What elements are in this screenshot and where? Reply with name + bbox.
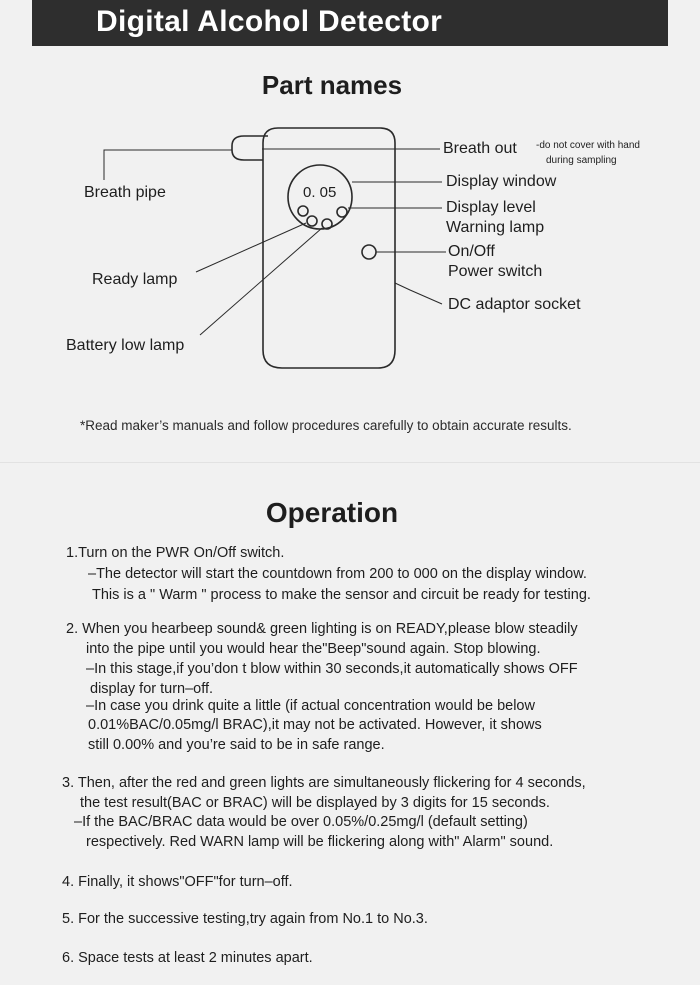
step-line: –If the BAC/BRAC data would be over 0.05%/0.25mg/l (default setting) xyxy=(74,814,528,830)
on-off-button xyxy=(362,245,376,259)
step-line: –In case you drink quite a little (if actual concentration would be below xyxy=(86,698,535,714)
step-line: still 0.00% and you’re said to be in safe range. xyxy=(88,737,385,753)
step-line: 0.01%BAC/0.05mg/l BRAC),it may not be activated. However, it shows xyxy=(88,717,542,733)
step-line: 6. Space tests at least 2 minutes apart. xyxy=(62,950,313,966)
label-on-off: On/Off xyxy=(448,243,495,260)
display-level-lamp xyxy=(298,206,308,216)
label-display-level: Display level xyxy=(446,199,536,216)
label-ready-lamp: Ready lamp xyxy=(92,271,178,288)
label-breath-out: Breath out xyxy=(443,140,517,157)
step-line: respectively. Red WARN lamp will be flickering along with" Alarm" sound. xyxy=(86,834,554,850)
manual-note: *Read maker’s manuals and follow procedures carefully to obtain accurate results. xyxy=(80,418,572,433)
step-line: –In this stage,if you’don t blow within 30 seconds,it automatically shows OFF xyxy=(86,661,578,677)
label-breath-pipe: Breath pipe xyxy=(84,184,166,201)
warning-lamp xyxy=(337,207,347,217)
step-line: 5. For the successive testing,try again from No.1 to No.3. xyxy=(62,911,428,927)
step-line: This is a " Warm " process to make the sensor and circuit be ready for testing. xyxy=(92,587,591,603)
label-breath-out-note-1: -do not cover with hand xyxy=(536,140,640,151)
step-line: display for turn–off. xyxy=(90,681,214,697)
step-line: into the pipe until you would hear the"Beep"sound again. Stop blowing. xyxy=(86,641,541,657)
step-line: –The detector will start the countdown from 200 to 000 on the display window. xyxy=(88,566,587,582)
step-line: 2. When you hearbeep sound& green lighting is on READY,please blow steadily xyxy=(66,621,578,637)
label-battery-low-lamp: Battery low lamp xyxy=(66,337,185,354)
step-line: 4. Finally, it shows"OFF"for turn–off. xyxy=(62,874,293,890)
label-power-switch: Power switch xyxy=(448,263,543,280)
ready-lamp xyxy=(307,216,317,226)
label-dc-adaptor-socket: DC adaptor socket xyxy=(448,296,581,313)
display-reading: 0. 05 xyxy=(303,184,337,201)
part-names-heading: Part names xyxy=(261,70,403,100)
page-title: Digital Alcohol Detector xyxy=(96,5,443,38)
label-breath-out-note-2: during sampling xyxy=(546,155,617,166)
label-warning-lamp: Warning lamp xyxy=(446,219,545,236)
step-line: 1.Turn on the PWR On/Off switch. xyxy=(66,545,285,561)
label-display-window: Display window xyxy=(446,173,557,190)
operation-heading: Operation xyxy=(265,497,399,528)
step-line: 3. Then, after the red and green lights are simultaneously flickering for 4 seconds, xyxy=(62,775,586,791)
section-divider xyxy=(0,462,700,463)
step-line: the test result(BAC or BRAC) will be displayed by 3 digits for 15 seconds. xyxy=(80,795,550,811)
